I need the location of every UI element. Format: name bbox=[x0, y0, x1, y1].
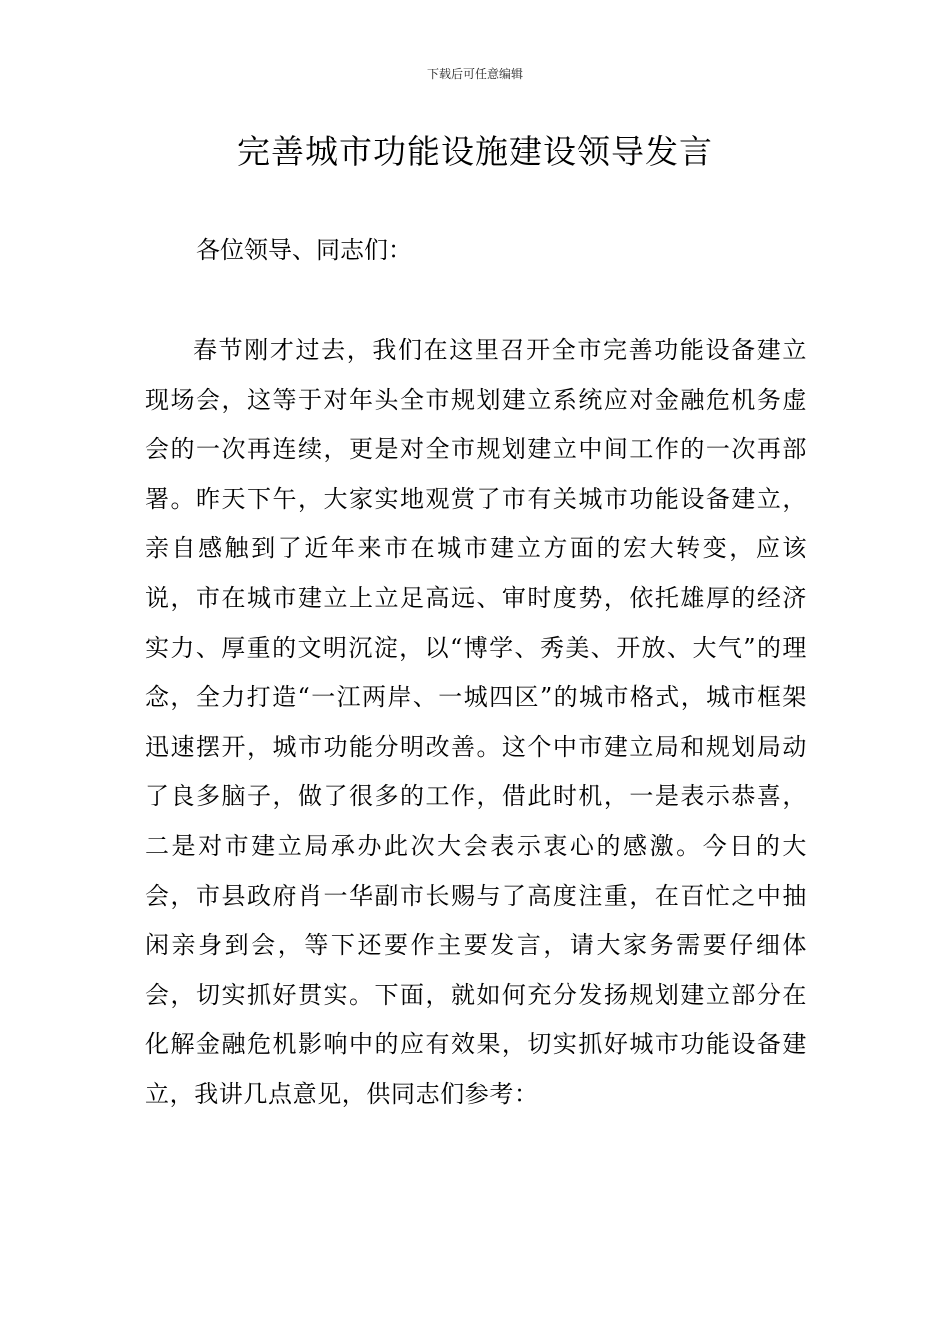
document-title: 完善城市功能设施建设领导发言 bbox=[237, 132, 713, 171]
body-paragraph: 春节刚才过去，我们在这里召开全市完善功能设备建立现场会，这等于对年头全市规划建立系统应对金融危机务虚会的一次再连续，更是对全市规划建立中间工作的一次再部署。昨天下午，大家实地观赏了市有关城市功能设备建立，亲自感触到了近年来市在城市建立方面的宏大转变，应该说，市在城市建立上立足高远、审时度势，依托雄厚的经济实力、厚重的文明沉淀，以“博学、秀美、开放、大气”的理念，全力打造“一江两岸、一城四区”的城市格式，城市框架迅速摆开，城市功能分明改善。这个中市建立局和规划局动了良多脑子，做了很多的工作，借此时机，一是表示恭喜，二是对市建立局承办此次大会表示衷心的感激。今日的大会，市县政府肖一华副市长赐与了高度注重，在百忙之中抽闲亲身到会，等下还要作主要发言，请大家务需要仔细体会，切实抓好贯实。下面，就如何充分发扬规划建立部分在化解金融危机影响中的应有效果，切实抓好城市功能设备建立，我讲几点意见，供同志们参考： bbox=[145, 336, 807, 1108]
salutation: 各位领导、同志们： bbox=[196, 236, 412, 264]
header-note: 下载后可任意编辑 bbox=[426, 67, 523, 81]
